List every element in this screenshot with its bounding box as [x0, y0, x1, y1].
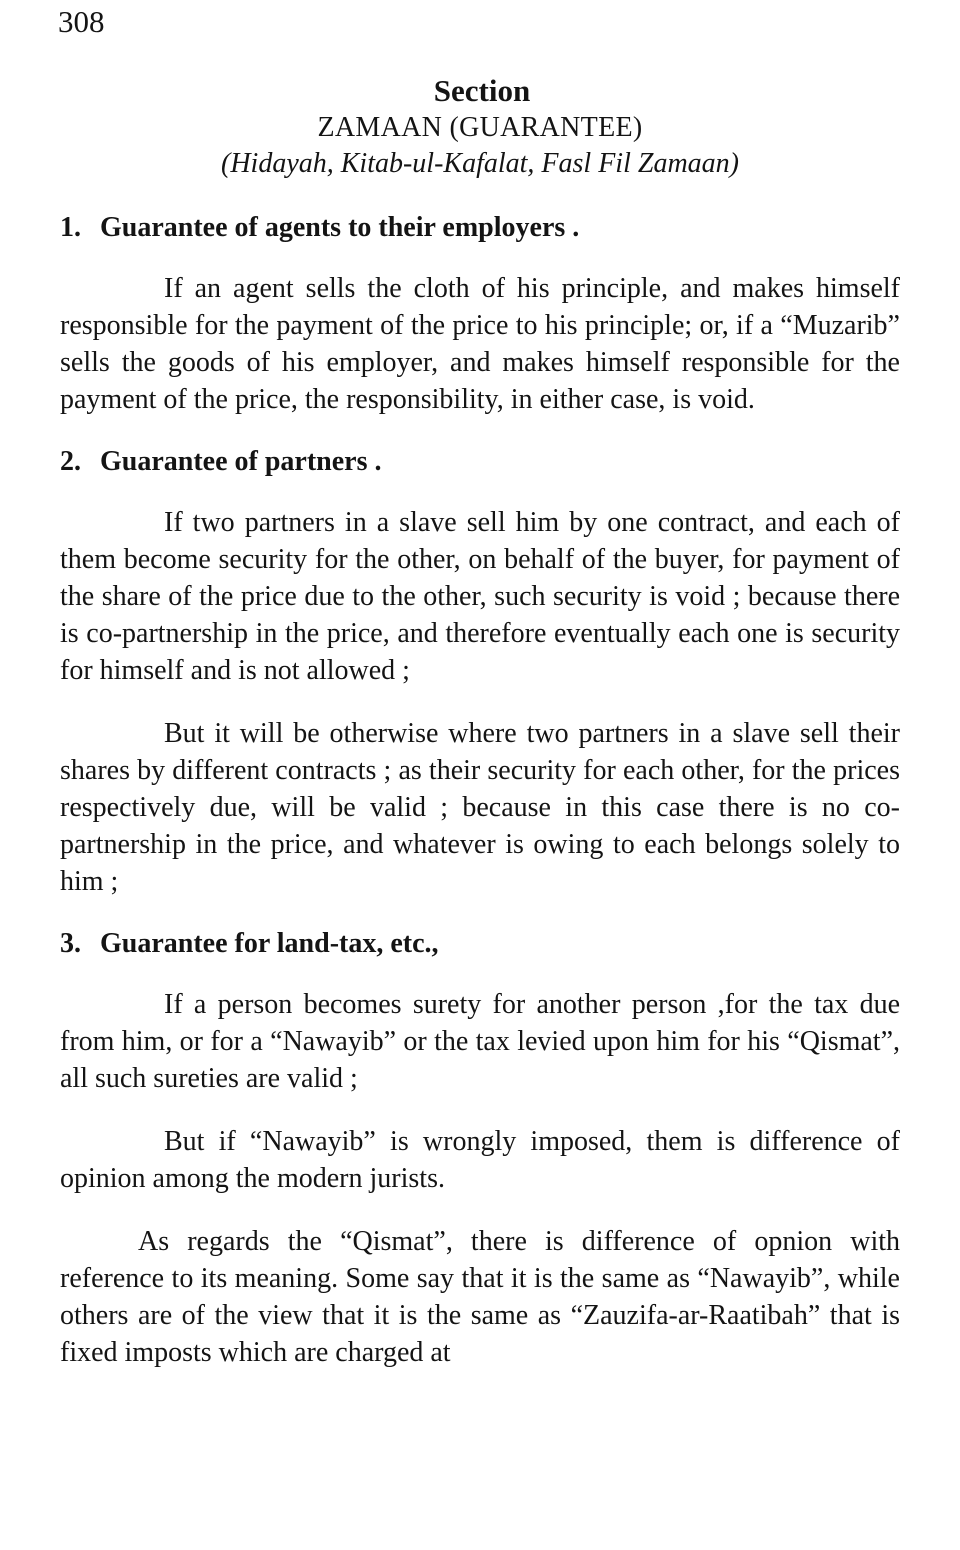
- page-body: [60, 210, 900, 1371]
- paragraph-1-1: If an agent sells the cloth of his principle, and makes himself responsible for the payment of the price to his principle; or, if a “Muzarib” sells the goods of his employer, and makes himself responsible for the payment of the price, the responsibility, in either case, is void.: [60, 273, 900, 415]
- heading-1-title: Guarantee of agents to their employers .: [100, 212, 580, 243]
- paragraph-2-2: But it will be otherwise where two partners in a slave sell their shares by different contracts ; as their security for each other, for the prices respectively due, will be valid ; because in this case there is no co- partnership in the price, and whatever is owing to each belongs solely to him ;: [60, 718, 900, 897]
- section-title: Section: [433, 73, 531, 108]
- page-number: 308: [58, 4, 105, 39]
- heading-3: [60, 926, 900, 962]
- heading-2: [60, 444, 900, 480]
- heading-1-number: 1.: [60, 212, 81, 243]
- heading-3-title: Guarantee for land-tax, etc.,: [100, 928, 439, 959]
- section-header: [0, 72, 960, 182]
- closing-paragraph: As regards the “Qismat”, there is difference of opnion with reference to its meaning. Some say that it is the same as “Nawayib”, while others are of the view that it is the same as “Zauzifa-ar-Raatibah” that is fixed imposts which are charged at: [60, 1226, 900, 1368]
- heading-2-title: Guarantee of partners .: [100, 446, 382, 477]
- heading-2-number: 2.: [60, 446, 81, 477]
- paragraph-3-2: But if “Nawayib” is wrongly imposed, them is difference of opinion among the modern jurists.: [60, 1126, 900, 1194]
- heading-3-number: 3.: [60, 928, 81, 959]
- section-subtitle: ZAMAAN (GUARANTEE): [317, 112, 643, 143]
- paragraph-3-1: If a person becomes surety for another person ,for the tax due from him, or for a “Nawayib” or the tax levied upon him for his “Qismat”, all such sureties are valid ;: [60, 989, 900, 1094]
- paragraph-2-1: If two partners in a slave sell him by one contract, and each of them become security for the other, on behalf of the buyer, for payment of the share of the price due to the other, such security is void ; because there is co-partnership in the price, and therefore eventually each one is security for himself and is not allowed ;: [60, 507, 900, 686]
- heading-1: [60, 210, 900, 246]
- section-source: (Hidayah, Kitab-ul-Kafalat, Fasl Fil Zamaan): [221, 148, 739, 179]
